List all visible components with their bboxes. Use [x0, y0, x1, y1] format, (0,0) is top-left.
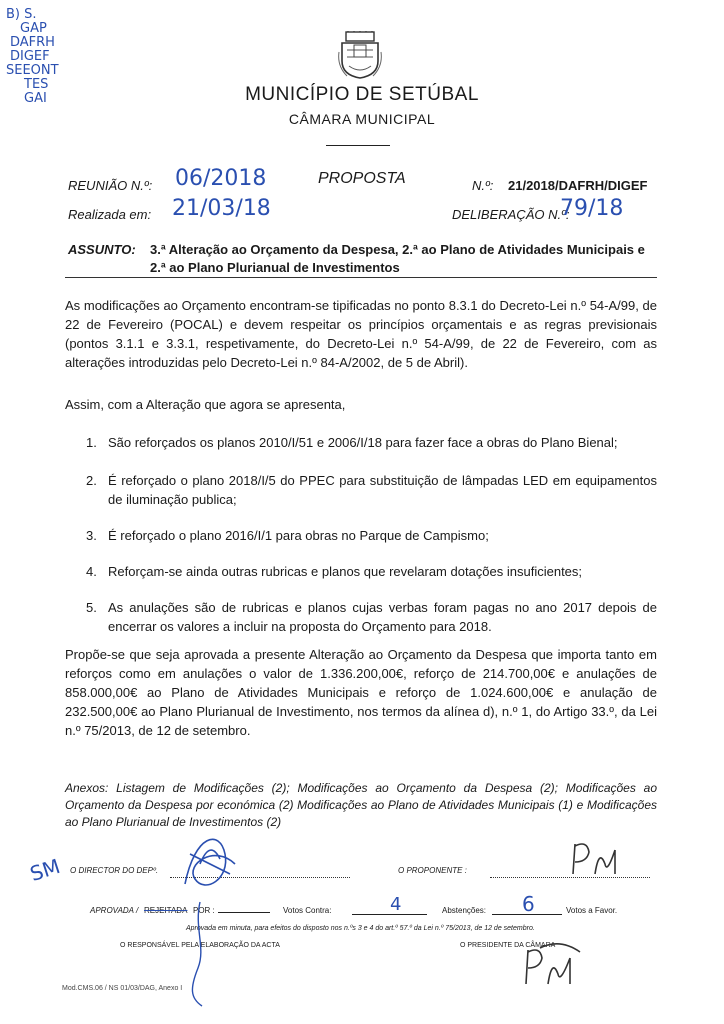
doc-type: PROPOSTA — [318, 170, 406, 187]
municipal-crest-icon — [337, 30, 383, 80]
votes-against-value: 4 — [390, 894, 402, 915]
secretary-label: O RESPONSÁVEL PELA ELABORAÇÃO DA ACTA — [120, 942, 280, 949]
held-label: Realizada em: — [68, 207, 152, 222]
por-label: POR : — [193, 906, 215, 915]
director-label: O DIRECTOR DO DEPº. — [70, 866, 159, 875]
list-item-text: Reforçam-se ainda outras rubricas e planos que revelaram dotações insuficientes; — [108, 564, 583, 579]
proponent-signature — [565, 838, 635, 878]
number-label: N.º: — [472, 178, 494, 193]
deliberation-label: DELIBERAÇÃO N.º: — [452, 207, 570, 222]
list-item-number: 5. — [86, 600, 97, 615]
abstentions-value: 6 — [522, 892, 535, 916]
director-signature — [175, 824, 245, 904]
held-value: 21/03/18 — [172, 196, 271, 221]
list-item — [86, 598, 657, 636]
meeting-value: 06/2018 — [175, 166, 267, 191]
president-signature — [520, 940, 590, 990]
list-item-text: É reforçado o plano 2018/I/5 do PPEC para substituição de lâmpadas LED em equipamentos de iluminação publica; — [108, 473, 657, 507]
approved-label: APROVADA / — [90, 906, 139, 915]
subject-line-1: 3.ª Alteração ao Orçamento da Despesa, 2.ª ao Plano de Atividades Municipais e — [150, 242, 645, 257]
meeting-label: REUNIÃO N.º: — [68, 178, 153, 193]
subject-divider — [65, 277, 657, 278]
subject-line-2: 2.ª ao Plano Plurianual de Investimentos — [150, 260, 400, 275]
subject-label: ASSUNTO: — [68, 242, 136, 257]
margin-note: GAI — [24, 91, 47, 106]
form-reference: Mod.CMS.06 / NS 01/03/DAG, Anexo I — [62, 985, 183, 992]
margin-note: DIGEF — [10, 49, 50, 64]
lead-paragraph: Assim, com a Alteração que agora se apresenta, — [65, 397, 346, 412]
votes-for-label: Votos a Favor. — [566, 906, 618, 915]
initials: SM — [27, 853, 63, 887]
divider — [326, 145, 390, 146]
margin-note: B) S. — [6, 7, 37, 22]
proposal-paragraph: Propõe-se que seja aprovada a presente Alteração ao Orçamento da Despesa que importa tanto em reforços como em anulações o valor de 1.336.200,00€, reforço de 214.700,00€ e anulações de 858.000,00€ ao Plano de Atividades Municipais e reforço de 1.024.600,00€ e anulação de 232.500,00€ ao Plano Plurianual de Investimento, nos termos da alínea d), n.º 1, do Artigo 33.º, da Lei n.º 75/2013, de 12 de setembro. — [65, 647, 657, 738]
margin-note: SEEONT — [6, 63, 59, 78]
secretary-signature — [180, 898, 220, 1008]
deliberation-value: 79/18 — [560, 196, 624, 221]
margin-note: GAP — [20, 21, 47, 36]
minute-note: Aprovada em minuta, para efeitos do disposto nos n.ºs 3 e 4 do art.º 57.º da Lei n.º 75/2013, de 12 de setembro. — [186, 925, 535, 932]
president-label: O PRESIDENTE DA CÂMARA — [460, 942, 556, 949]
list-item — [86, 562, 657, 581]
list-item-text: É reforçado o plano 2016/I/1 para obras no Parque de Campismo; — [108, 528, 489, 543]
intro-paragraph: As modificações ao Orçamento encontram-se tipificadas no ponto 8.3.1 do Decreto-Lei n.º 54-A/99, de 22 de Fevereiro (POCAL) e devem respeitar os princípios orçamentais e as regras previsionais (pontos 3.1.1 e 3.3.1, respetivamente, do Decreto-Lei n.º 54-A/99, de 22 de Fevereiro, com as alterações introduzidas pelo Decreto-Lei n.º 84-A/2002, de 5 de Abril). — [65, 298, 657, 370]
por-line — [218, 912, 270, 913]
list-item — [86, 471, 657, 509]
proponent-label: O PROPONENTE : — [398, 866, 467, 875]
list-item-number: 3. — [86, 528, 97, 543]
list-item-number: 1. — [86, 435, 97, 450]
abstentions-label: Abstenções: — [442, 906, 487, 915]
annexes: Anexos: Listagem de Modificações (2); Modificações ao Orçamento da Despesa (2); Modificações ao Orçamento da Despesa por económica (2) Modificações ao Plano de Atividades Municipais (1) e Modificações ao Plano Plurianual de Investimentos (2) — [65, 781, 657, 829]
chamber-title: CÂMARA MUNICIPAL — [288, 111, 436, 127]
number-value: 21/2018/DAFRH/DIGEF — [508, 178, 648, 193]
list-item-number: 2. — [86, 473, 97, 488]
margin-note: DAFRH — [10, 35, 55, 50]
list-item-text: São reforçados os planos 2010/I/51 e 2006/I/18 para fazer face a obras do Plano Bienal; — [108, 435, 618, 450]
list-item — [86, 433, 657, 452]
rejected-label: REJEITADA — [144, 906, 188, 915]
list-item-number: 4. — [86, 564, 97, 579]
list-item — [86, 526, 657, 545]
municipality-title: MUNICÍPIO DE SETÚBAL — [245, 84, 479, 105]
margin-note: TES — [24, 77, 49, 92]
list-item-text: As anulações são de rubricas e planos cujas verbas foram pagas no ano 2017 depois de encerrar os valores a incluir na proposta do Orçamento para 2018. — [108, 600, 657, 634]
votes-against-label: Votos Contra: — [283, 906, 332, 915]
